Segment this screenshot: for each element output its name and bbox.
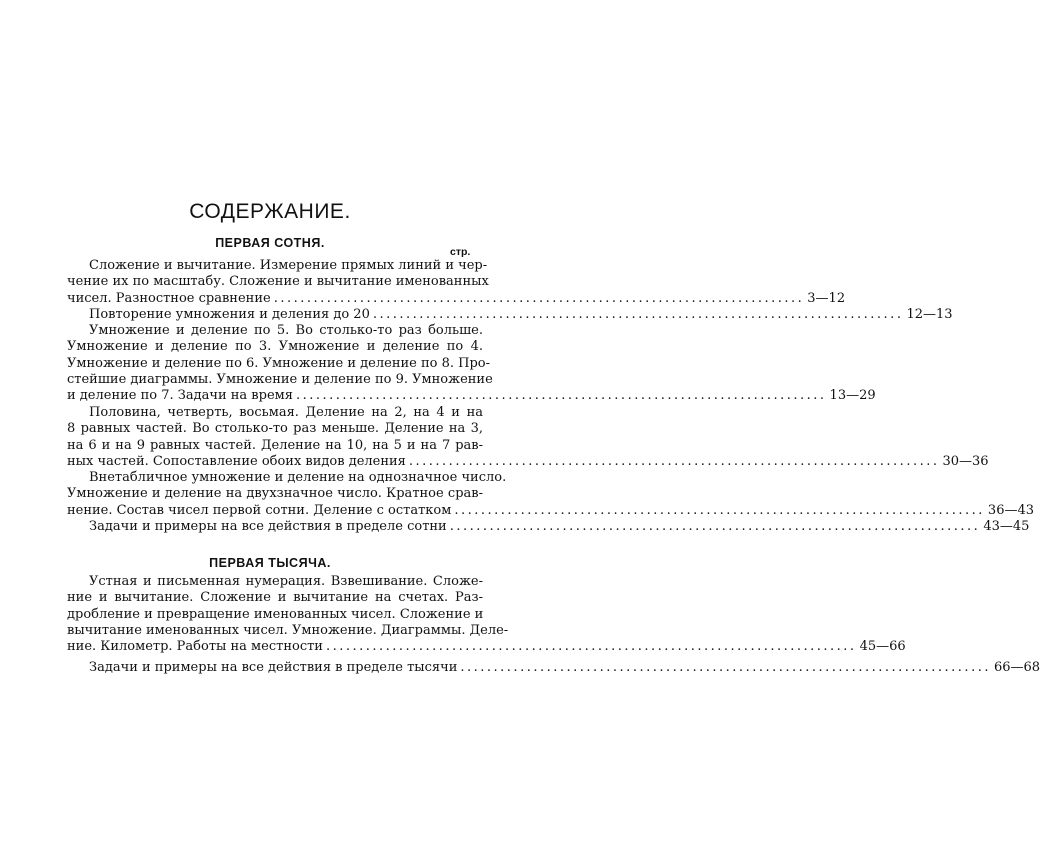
toc-entry-line: Половина, четверть, восьмая. Деление на 2, на 4 и на xyxy=(89,405,483,420)
toc-entry-line: чение их по масштабу. Сложение и вычитание именованных xyxy=(67,274,489,290)
toc-entry xyxy=(67,405,989,470)
toc-entry-line xyxy=(67,307,953,323)
toc-entry-line: Умножение и деление по 5. Во столько-то раз больше. xyxy=(89,323,483,338)
toc-entry xyxy=(67,470,1035,519)
toc-entry-line: стейшие диаграммы. Умножение и деление по 9. Умножение xyxy=(67,371,493,387)
toc-entry-line xyxy=(67,388,876,404)
toc-entry-line xyxy=(67,290,846,307)
page-column-label: стр. xyxy=(450,246,471,258)
toc-entry xyxy=(67,519,1030,535)
toc-entry-line: ние и вычитание. Сложение и вычитание на счетах. Раз- xyxy=(67,590,483,606)
toc-entry-text: и деление по 7. Задачи на время xyxy=(67,388,293,404)
toc-entry-line: вычитание именованных чисел. Умножение. Диаграммы. Деле- xyxy=(67,622,509,638)
section-heading-first-hundred: ПЕРВАЯ СОТНЯ. xyxy=(215,236,325,250)
toc-entry xyxy=(67,307,953,323)
dot-leader: ................................................................................ xyxy=(325,639,857,655)
toc-page-range: 3—12 xyxy=(807,290,846,306)
dot-leader: ................................................................................ xyxy=(408,453,940,469)
toc-page-range: 12—13 xyxy=(906,307,953,322)
toc-entry xyxy=(67,660,1040,676)
toc-entry-line: Сложение и вычитание. Измерение прямых линий и чер- xyxy=(89,258,488,273)
toc-entry-text: чисел. Разностное сравнение xyxy=(67,290,271,306)
section-heading-first-thousand: ПЕРВАЯ ТЫСЯЧА. xyxy=(209,556,331,570)
toc-page-range: 66—68 xyxy=(993,660,1040,675)
toc-entry-line: Устная и письменная нумерация. Взвешивание. Сложе- xyxy=(89,574,483,589)
toc-entry-line: Внетабличное умножение и деление на однозначное число. xyxy=(89,470,507,485)
dot-leader: ................................................................................ xyxy=(372,307,904,322)
toc-entry-line: 8 равных частей. Во столько-то раз меньше. Деление на 3, xyxy=(67,421,483,437)
toc-entry xyxy=(67,258,846,307)
toc-page-range: 43—45 xyxy=(983,519,1030,534)
toc-page-range: 45—66 xyxy=(859,639,906,655)
toc-entry-text: нение. Состав чисел первой сотни. Деление с остатком xyxy=(67,502,452,518)
toc-entry-text: ных частей. Сопоставление обоих видов деления xyxy=(67,453,406,469)
toc-page-range: 30—36 xyxy=(942,453,989,469)
page-title: СОДЕРЖАНИЕ. xyxy=(189,200,351,223)
toc-entry-line: Умножение и деление на двухзначное число. Кратное срав- xyxy=(67,486,483,502)
toc-entry-text: Задачи и примеры на все действия в пределе сотни xyxy=(89,519,447,534)
toc-entry-text: Задачи и примеры на все действия в пределе тысячи xyxy=(89,660,458,675)
toc-entry-line xyxy=(67,453,989,470)
toc-entry xyxy=(67,323,876,404)
toc-entry-line: Умножение и деление по 6. Умножение и деление по 8. Про- xyxy=(67,355,491,371)
dot-leader: ................................................................................ xyxy=(460,660,991,675)
toc-entry-line: на 6 и на 9 равных частей. Деление на 10, на 5 и на 7 рав- xyxy=(67,437,483,453)
toc-entry-line xyxy=(67,502,1035,519)
dot-leader: ................................................................................ xyxy=(454,502,985,518)
toc-entry-line xyxy=(67,519,1030,535)
toc-entry-line xyxy=(67,639,906,655)
toc-page-range: 36—43 xyxy=(987,502,1035,518)
dot-leader: ................................................................................ xyxy=(273,290,805,306)
toc-entry-text: ние. Километр. Работы на местности xyxy=(67,639,323,655)
toc-page-range: 13—29 xyxy=(829,388,876,404)
dot-leader: ................................................................................ xyxy=(295,388,827,404)
toc-entry xyxy=(67,574,906,655)
toc-entry-line: Умножение и деление по 3. Умножение и деление по 4. xyxy=(67,339,483,355)
dot-leader: ................................................................................ xyxy=(449,519,981,534)
toc-entry-text: Повторение умножения и деления до 20 xyxy=(89,307,370,322)
toc-entry-line xyxy=(67,660,1040,676)
toc-entry-line: дробление и превращение именованных чисел. Сложение и xyxy=(67,606,484,622)
